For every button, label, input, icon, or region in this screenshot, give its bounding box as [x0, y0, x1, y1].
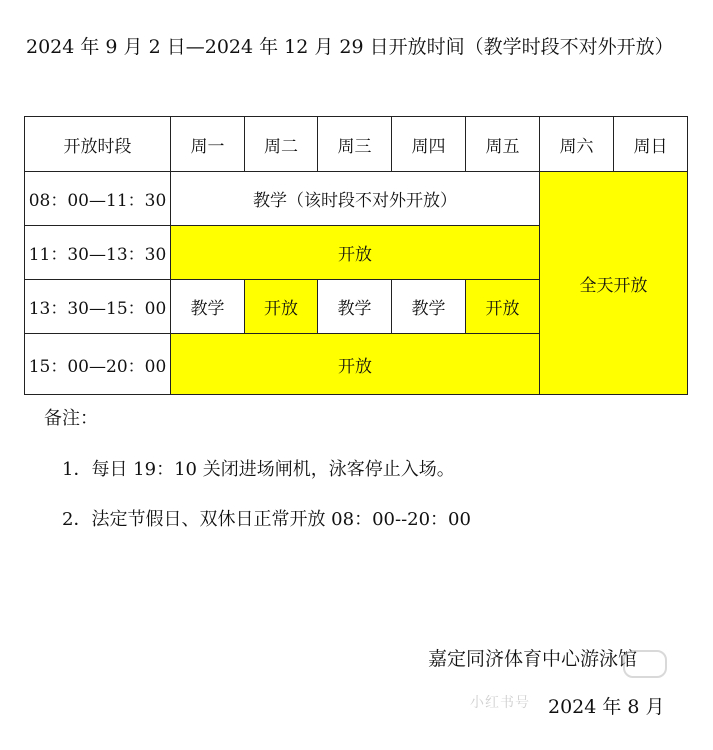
organization-signature: 嘉定同济体育中心游泳馆	[428, 648, 638, 670]
note-item: 2．法定节假日、双休日正常开放 08：00--20：00	[62, 509, 471, 530]
header-day-wed: 周三	[318, 117, 392, 172]
time-slot-cell: 08：00—11：30	[25, 172, 171, 226]
note-item: 1．每日 19：10 关闭进场闸机，泳客停止入场。	[62, 459, 455, 480]
tue-open-cell: 开放	[245, 280, 318, 334]
mon-teaching-cell: 教学	[171, 280, 245, 334]
wed-teaching-cell: 教学	[318, 280, 392, 334]
time-slot-cell: 11：30—13：30	[25, 226, 171, 280]
header-day-tue: 周二	[245, 117, 318, 172]
header-time-column: 开放时段	[25, 117, 171, 172]
document-date: 2024 年 8 月	[548, 696, 665, 718]
time-slot-cell: 15：00—20：00	[25, 334, 171, 395]
teaching-closed-cell: 教学（该时段不对外开放）	[171, 172, 540, 226]
schedule-table	[24, 116, 688, 395]
watermark-logo-icon	[623, 650, 667, 678]
notes-label: 备注：	[44, 408, 98, 429]
open-cell: 开放	[171, 334, 540, 395]
header-day-thu: 周四	[392, 117, 466, 172]
fri-open-cell: 开放	[466, 280, 540, 334]
header-day-mon: 周一	[171, 117, 245, 172]
thu-teaching-cell: 教学	[392, 280, 466, 334]
open-cell: 开放	[171, 226, 540, 280]
header-day-sat: 周六	[540, 117, 614, 172]
table-header-row	[25, 117, 688, 172]
table-row	[25, 172, 688, 226]
weekend-open-all-day-cell: 全天开放	[540, 172, 688, 395]
header-day-fri: 周五	[466, 117, 540, 172]
time-slot-cell: 13：30—15：00	[25, 280, 171, 334]
header-day-sun: 周日	[614, 117, 688, 172]
watermark-text: 小红书号	[470, 695, 530, 711]
document-title: 2024 年 9 月 2 日—2024 年 12 月 29 日开放时间（教学时段不对外开放）	[26, 36, 674, 58]
